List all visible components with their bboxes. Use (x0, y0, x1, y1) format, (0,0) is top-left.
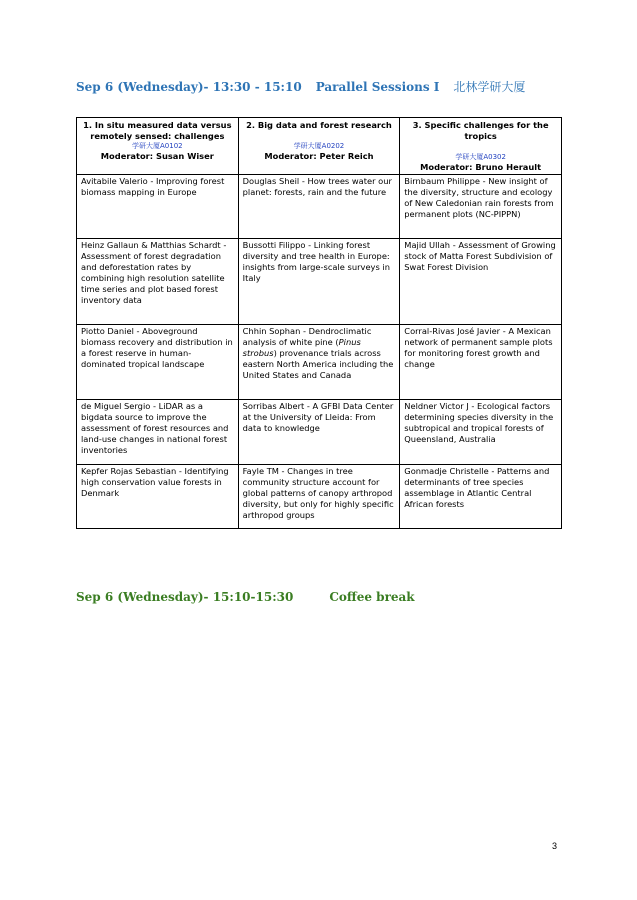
table-cell: Fayle TM - Changes in tree community structure account for global patterns of canopy arthropod diversity, but only for highly specific arthropod groups (238, 465, 400, 529)
table-cell: Heinz Gallaun & Matthias Schardt - Assessment of forest degradation and deforestation rates by combining high resolution satellite time series and plot based forest inventory data (77, 239, 239, 325)
page-number: 3 (552, 841, 558, 851)
table-row (77, 175, 562, 239)
session-heading (76, 78, 525, 95)
table-row (77, 465, 562, 529)
table-cell: Piotto Daniel - Aboveground biomass recovery and distribution in a forest reserve in human-dominated tropical landscape (77, 325, 239, 400)
column-title: 2. Big data and forest research (246, 120, 392, 130)
table-cell: Neldner Victor J - Ecological factors determining species diversity in the subtropical and tropical forests of Queensland, Australia (400, 400, 562, 465)
table-cell: Avitabile Valerio - Improving forest biomass mapping in Europe (77, 175, 239, 239)
table-row (77, 325, 562, 400)
column-title: 3. Specific challenges for the tropics (412, 120, 549, 141)
table-row (77, 400, 562, 465)
session-date: Sep 6 (Wednesday)- 13:30 - 15:10 (76, 80, 302, 94)
table-cell: Gonmadje Christelle - Patterns and determinants of tree species assemblage in Atlantic Central African forests (400, 465, 562, 529)
schedule-table (76, 117, 562, 529)
table-cell: Corral-Rivas José Javier - A Mexican network of permanent sample plots for monitoring forest growth and change (400, 325, 562, 400)
table-cell: de Miguel Sergio - LiDAR as a bigdata source to improve the assessment of forest resources and land-use changes in national forest inventories (77, 400, 239, 465)
moderator-label: Moderator: Susan Wiser (100, 151, 214, 161)
species-name: Pinus strobus (242, 337, 361, 358)
table-row (77, 239, 562, 325)
break-date: Sep 6 (Wednesday)- 15:10-15:30 (76, 590, 294, 604)
table-cell: Kepfer Rojas Sebastian - Identifying high conservation value forests in Denmark (77, 465, 239, 529)
room-label: 学研大厦A0302 (455, 153, 506, 161)
moderator-label: Moderator: Peter Reich (264, 151, 374, 161)
cell-text: ) provenance trials across eastern North America including the United States and Canada (242, 348, 394, 380)
table-cell (238, 325, 400, 400)
room-label: 学研大厦A0202 (293, 142, 345, 150)
break-label: Coffee break (329, 590, 415, 604)
session-title: Parallel Sessions I (315, 80, 440, 94)
column-title: 1. In situ measured data versus remotely sensed: challenges (83, 120, 232, 141)
coffee-break-heading (76, 590, 415, 604)
column-header-3 (400, 118, 562, 175)
column-header-2 (238, 118, 400, 175)
session-venue: 北林学研大厦 (453, 80, 526, 94)
cell-text: Chhin Sophan - Dendroclimatic analysis of white pine ( (242, 326, 372, 347)
table-cell: Bussotti Filippo - Linking forest diversity and tree health in Europe: insights from large-scale surveys in Italy (238, 239, 400, 325)
room-label: 学研大厦A0102 (132, 142, 183, 150)
table-cell: Majid Ullah - Assessment of Growing stock of Matta Forest Subdivision of Swat Forest Division (400, 239, 562, 325)
column-header-1 (77, 118, 239, 175)
moderator-label: Moderator: Bruno Herault (420, 162, 542, 172)
table-cell: Birnbaum Philippe - New insight of the diversity, structure and ecology of New Caledonian rain forests from permanent plots (NC-PIPPN) (400, 175, 562, 239)
table-header-row (77, 118, 562, 175)
table-cell: Douglas Sheil - How trees water our planet: forests, rain and the future (238, 175, 400, 239)
table-cell: Sorribas Albert - A GFBI Data Center at the University of Lleida: From data to knowledge (238, 400, 400, 465)
